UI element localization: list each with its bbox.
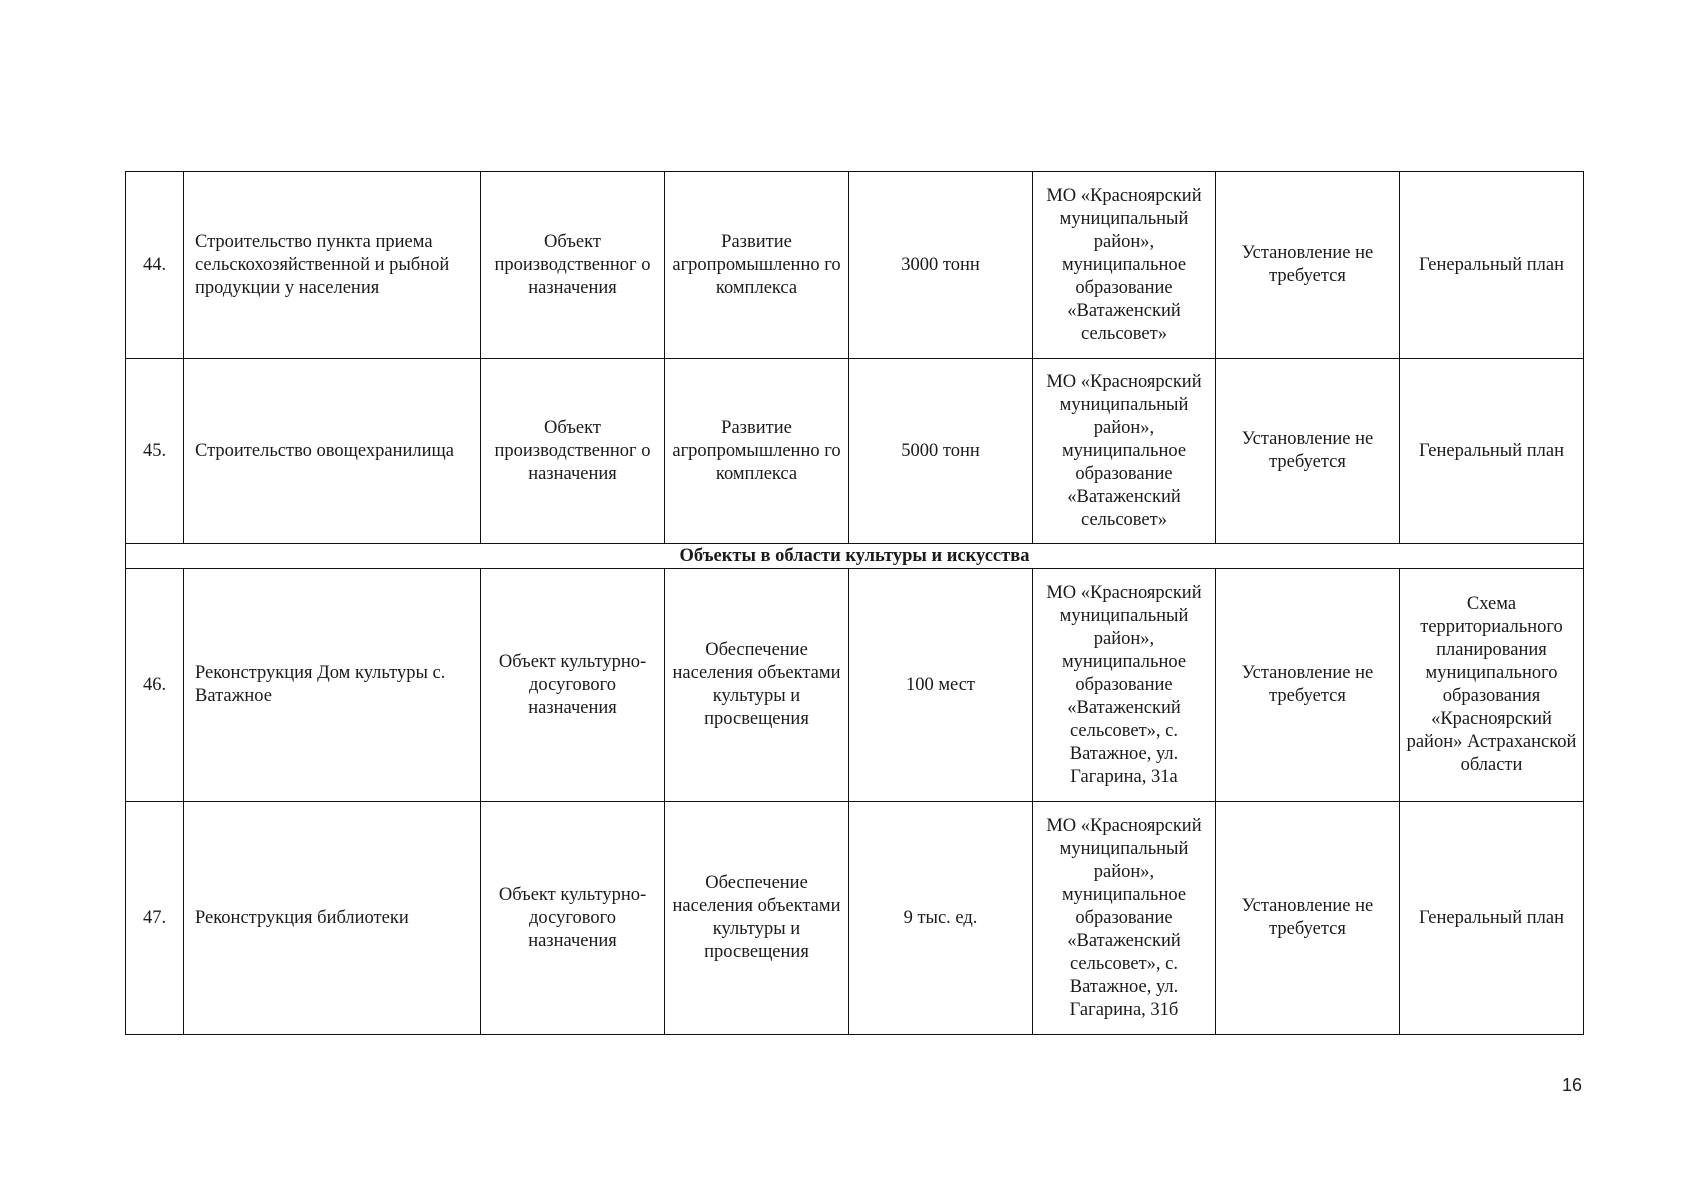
object-zone: Установление не требуется [1216, 569, 1400, 802]
object-document: Генеральный план [1400, 359, 1584, 544]
object-document: Генеральный план [1400, 802, 1584, 1035]
object-purpose: Обеспечение населения объектами культуры и просвещения [665, 569, 849, 802]
row-number: 47. [126, 802, 184, 1035]
row-number: 46. [126, 569, 184, 802]
table-row [126, 569, 1584, 802]
table-row [126, 802, 1584, 1035]
table-row [126, 359, 1584, 544]
table-row [126, 172, 1584, 359]
object-type: Объект производственног о назначения [481, 172, 665, 359]
object-capacity: 9 тыс. ед. [849, 802, 1033, 1035]
row-number: 45. [126, 359, 184, 544]
object-location: МО «Красноярский муниципальный район», муниципальное образование «Ватаженский сельсовет» [1033, 359, 1216, 544]
object-type: Объект производственног о назначения [481, 359, 665, 544]
object-purpose: Обеспечение населения объектами культуры и просвещения [665, 802, 849, 1035]
object-location: МО «Красноярский муниципальный район», муниципальное образование «Ватаженский сельсовет», с. Ватажное, ул. Гагарина, 31а [1033, 569, 1216, 802]
object-document: Генеральный план [1400, 172, 1584, 359]
section-header-row [126, 544, 1584, 569]
object-purpose: Развитие агропромышленно го комплекса [665, 172, 849, 359]
object-name: Строительство пункта приема сельскохозяйственной и рыбной продукции у населения [184, 172, 481, 359]
row-number: 44. [126, 172, 184, 359]
object-zone: Установление не требуется [1216, 359, 1400, 544]
objects-table [125, 171, 1584, 1035]
object-name: Реконструкция Дом культуры с. Ватажное [184, 569, 481, 802]
page-number: 16 [1561, 1075, 1582, 1095]
object-capacity: 100 мест [849, 569, 1033, 802]
object-capacity: 5000 тонн [849, 359, 1033, 544]
object-location: МО «Красноярский муниципальный район», муниципальное образование «Ватаженский сельсовет», с. Ватажное, ул. Гагарина, 31б [1033, 802, 1216, 1035]
object-name: Строительство овощехранилища [184, 359, 481, 544]
object-document: Схема территориального планирования муниципального образования «Красноярский район» Астраханской области [1400, 569, 1584, 802]
object-location: МО «Красноярский муниципальный район», муниципальное образование «Ватаженский сельсовет» [1033, 172, 1216, 359]
object-type: Объект культурно-досугового назначения [481, 802, 665, 1035]
object-type: Объект культурно-досугового назначения [481, 569, 665, 802]
object-capacity: 3000 тонн [849, 172, 1033, 359]
object-zone: Установление не требуется [1216, 172, 1400, 359]
object-name: Реконструкция библиотеки [184, 802, 481, 1035]
object-zone: Установление не требуется [1216, 802, 1400, 1035]
object-purpose: Развитие агропромышленно го комплекса [665, 359, 849, 544]
section-title: Объекты в области культуры и искусства [126, 544, 1584, 569]
